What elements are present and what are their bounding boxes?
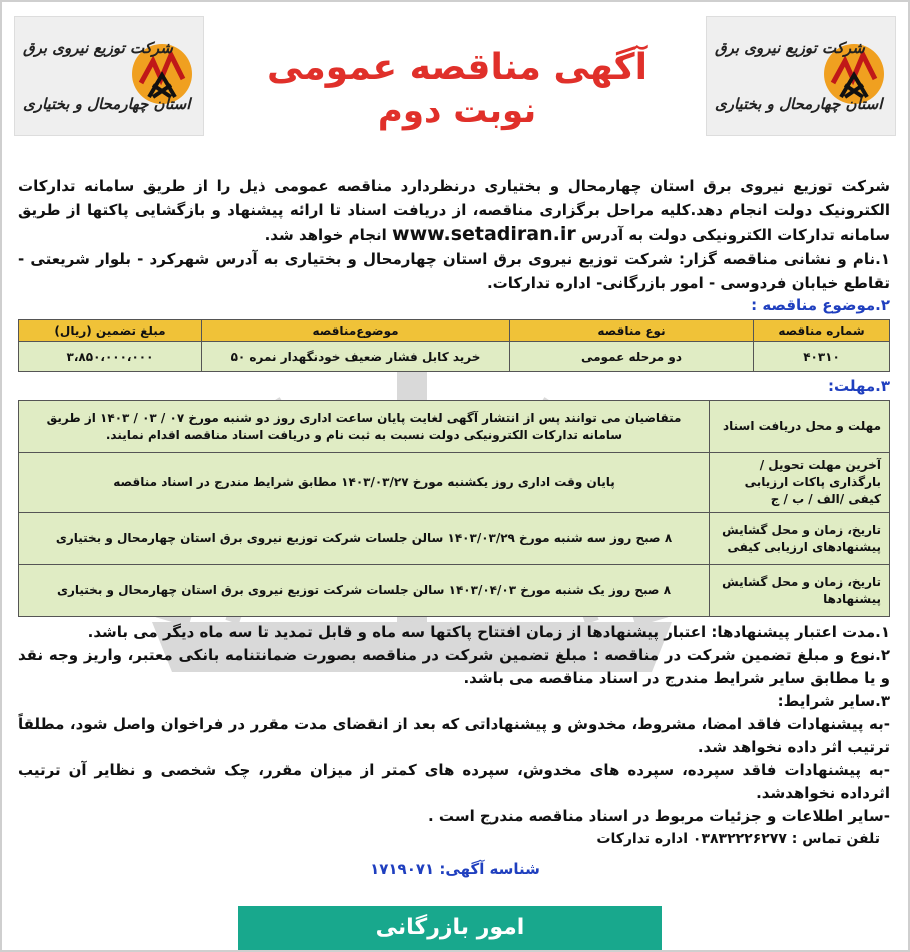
header-tender-type: نوع مناقصه xyxy=(510,320,754,342)
section3-heading: ۳.مهلت: xyxy=(827,377,890,395)
notice-content xyxy=(18,174,890,850)
company-logo-right xyxy=(706,16,896,136)
logo-line2: استان چهارمحال و بختیاری xyxy=(23,95,191,113)
table-row xyxy=(19,342,890,372)
cell-tender-number: ۴۰۳۱۰ xyxy=(754,342,890,372)
cell-tender-type: دو مرحله عمومی xyxy=(510,342,754,372)
deadline-value: ۸ صبح روز یک شنبه مورخ ۱۴۰۳/۰۴/۰۳ سالن جلسات شرکت توزیع نیروی برق استان چهارمحال و بختیاری xyxy=(19,565,710,617)
ad-identifier: شناسه آگهی: ۱۷۱۹۰۷۱ xyxy=(370,860,540,878)
footer-department-bar: امور بازرگانی xyxy=(238,906,662,950)
term-validity: ۱.مدت اعتبار پیشنهادها: اعتبار پیشنهادها از زمان افتتاح پاکتها سه ماه و قابل تمدید تا سه ماه دیگر می باشد. xyxy=(87,623,890,641)
logo-line1: شرکت توزیع نیروی برق xyxy=(23,39,173,57)
deadline-label: آخرین مهلت تحویل / بارگذاری پاکات ارزیابی کیفی /الف / ب / ج xyxy=(710,453,890,513)
table-row xyxy=(19,401,890,453)
terms-section xyxy=(18,621,890,850)
company-logo-left xyxy=(14,16,204,136)
table-row xyxy=(19,565,890,617)
term-other-heading: ۳.سایر شرایط: xyxy=(777,692,890,710)
term-deposits: -به پیشنهادات فاقد سپرده، سپرده های مخدوش، سپرده های کمتر از میزان مقرر، چک شخصی و نظایر آن ترتیب اثرداده نخواهدشد. xyxy=(18,761,890,802)
header-tender-subject: موضوع‌مناقصه xyxy=(202,320,510,342)
intro-suffix: انجام خواهد شد. xyxy=(264,226,387,244)
title-line2: نوبت دوم xyxy=(377,91,537,131)
term-details: -سایر اطلاعات و جزئیات مربوط در اسناد مناقصه مندرج است . xyxy=(428,807,890,825)
table-row xyxy=(19,453,890,513)
deadline-table xyxy=(18,400,890,617)
cell-guarantee-amount: ۳،۸۵۰،۰۰۰،۰۰۰ xyxy=(19,342,202,372)
section2-heading: ۲.موضوع مناقصه : xyxy=(751,296,890,314)
cell-tender-subject: خرید کابل فشار ضعیف خودنگهدار نمره ۵۰ xyxy=(202,342,510,372)
deadline-value: پایان وقت اداری روز یکشنبه مورخ ۱۴۰۳/۰۳/۲۷ مطابق شرایط مندرج در اسناد مناقصه xyxy=(19,453,710,513)
deadline-label: تاریخ، زمان و محل گشایش پیشنهادهای ارزیابی کیفی xyxy=(710,513,890,565)
header-tender-number: شماره مناقصه xyxy=(754,320,890,342)
header-guarantee-amount: مبلغ تضمین (ریال) xyxy=(19,320,202,342)
term-unsigned: -به پیشنهادات فاقد امضا، مشروط، مخدوش و پیشنهاداتی که بعد از انقضای مدت مقرر در فراخوان واصل شود، مطلقاً ترتیب اثر داده نخواهد شد. xyxy=(18,715,890,756)
contact-phone: تلفن تماس : ۰۳۸۳۲۲۲۶۲۷۷ اداره تدارکات xyxy=(596,831,880,847)
tender-table xyxy=(18,319,890,372)
notice-title xyxy=(242,46,672,132)
intro-text: شرکت توزیع نیروی برق استان چهارمحال و بختیاری درنظردارد مناقصه عمومی ذیل را از طریق سامانه تدارکات الکترونیک دولت انجام دهد.کلیه مراحل برگزاری مناقصه، از دریافت اسناد تا ارائه پیشنهاد و بازگشایی پاکتها از طریق سامانه تدارکات الکترونیکی دولت به آدرس xyxy=(18,177,890,244)
deadline-label: مهلت و محل دریافت اسناد xyxy=(710,401,890,453)
deadline-value: متقاضیان می توانند پس از انتشار آگهی لغایت پایان ساعت اداری روز دو شنبه مورخ ۰۷ / ۰۳ / ۱۴۰۳ از طریق سامانه تدارکات الکترونیکی دولت نسبت به ثبت نام و دریافت اسناد مناقصه اقدام نمایند. xyxy=(19,401,710,453)
deadline-value: ۸ صبح روز سه شنبه مورخ ۱۴۰۳/۰۳/۲۹ سالن جلسات شرکت توزیع نیروی برق استان چهارمحال و بختیاری xyxy=(19,513,710,565)
logo-line2: استان چهارمحال و بختیاری xyxy=(715,95,883,113)
tender-table-header xyxy=(19,320,890,342)
title-line1: آگهی مناقصه عمومی xyxy=(267,47,647,88)
intro-paragraph xyxy=(18,174,890,247)
term-guarantee: ۲.نوع و مبلغ تضمین شرکت در مناقصه : مبلغ تضمین شرکت در مناقصه بصورت ضمانتنامه بانکی معتبر، واریز وجه نقد و یا مطابق سایر شرایط مندرج در اسناد مناقصه می باشد. xyxy=(18,646,890,687)
logo-line1: شرکت توزیع نیروی برق xyxy=(715,39,865,57)
section1-paragraph: ۱.نام و نشانی مناقصه گزار: شرکت توزیع نیروی برق استان چهارمحال و بختیاری به آدرس شهرکرد - بلوار شریعتی - تقاطع خیابان فردوسی - امور بازرگانی- اداره تدارکات. xyxy=(18,250,890,292)
table-row xyxy=(19,513,890,565)
setadiran-link[interactable]: www.setadiran.ir xyxy=(392,223,576,245)
deadline-label: تاریخ، زمان و محل گشایش پیشنهادها xyxy=(710,565,890,617)
